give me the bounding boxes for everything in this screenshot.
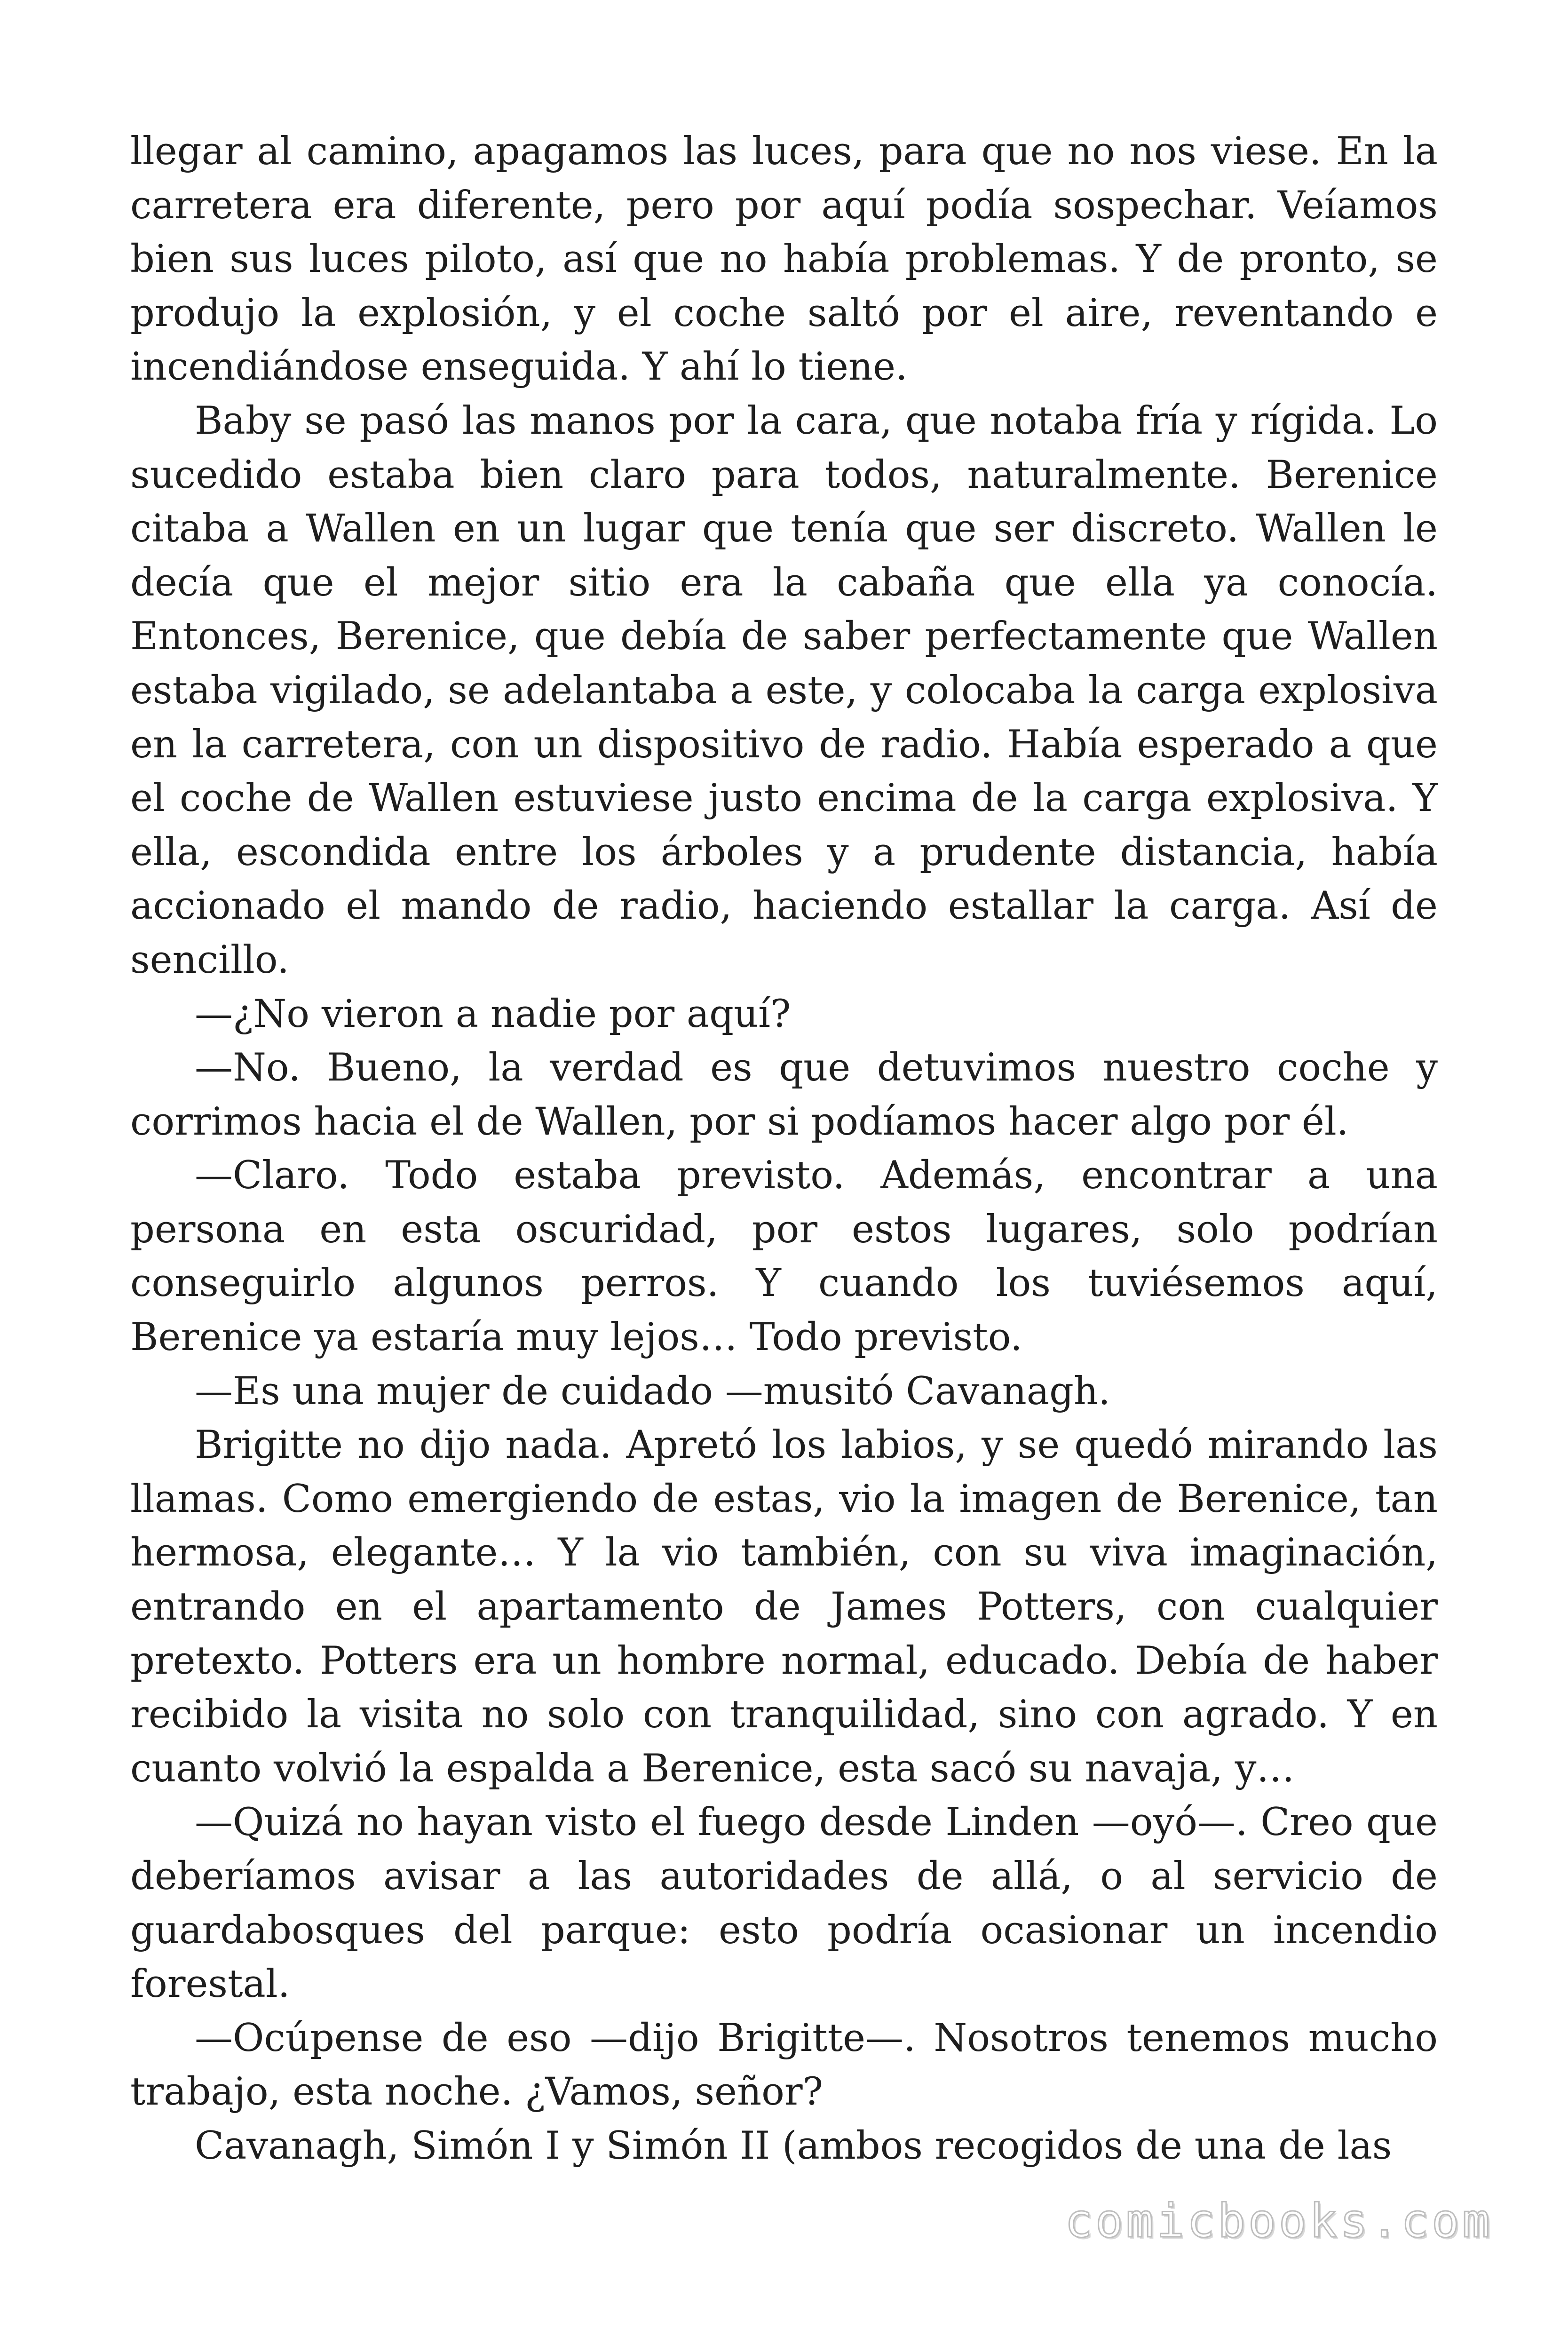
paragraph-2: Baby se pasó las manos por la cara, que notaba fría y rígida. Lo sucedido estaba bien claro para todos, naturalmente. Berenice citaba a Wallen en un lugar que tenía que ser discreto. Wallen le decía que el mejor sitio era la cabaña que ella ya conocía. Entonces, Berenice, que debía de saber perfectamente que Wallen estaba vigilado, se adelantaba a este, y colocaba la carga explosiva en la carretera, con un dispositivo de radio. Había esperado a que el coche de Wallen estuviese justo encima de la carga explosiva. Y ella, escondida entre los árboles y a prudente distancia, había accionado el mando de radio, haciendo estallar la carga. Así de sencillo.	[130, 398, 1438, 982]
page-body-text	[130, 125, 1438, 2173]
paragraph-7: Brigitte no dijo nada. Apretó los labios, y se quedó mirando las llamas. Como emergiendo de estas, vio la imagen de Berenice, tan hermosa, elegante… Y la vio también, con su viva imaginación, entrando en el apartamento de James Potters, con cualquier pretexto. Potters era un hombre normal, educado. Debía de haber recibido la visita no solo con tranquilidad, sino con agrado. Y en cuanto volvió la espalda a Berenice, esta sacó su navaja, y…	[130, 1423, 1438, 1791]
paragraph-1: llegar al camino, apagamos las luces, para que no nos viese. En la carretera era diferente, pero por aquí podía sospechar. Veíamos bien sus luces piloto, así que no había problemas. Y de pronto, se produjo la explosión, y el coche saltó por el aire, reventando e incendiándose enseguida. Y ahí lo tiene.	[130, 129, 1438, 389]
paragraph-6: —Es una mujer de cuidado —musitó Cavanagh.	[195, 1369, 1110, 1414]
paragraph-4: —No. Bueno, la verdad es que detuvimos nuestro coche y corrimos hacia el de Wallen, por si podíamos hacer algo por él.	[130, 1046, 1438, 1144]
paragraph-10: Cavanagh, Simón I y Simón II (ambos recogidos de una de las	[195, 2123, 1392, 2168]
paragraph-9: —Ocúpense de eso —dijo Brigitte—. Nosotros tenemos mucho trabajo, esta noche. ¿Vamos, señor?	[130, 2016, 1438, 2114]
paragraph-3: —¿No vieron a nadie por aquí?	[195, 992, 791, 1036]
watermark: comicbooks.com	[1064, 2194, 1493, 2248]
paragraph-8: —Quizá no hayan visto el fuego desde Linden —oyó—. Creo que deberíamos avisar a las autoridades de allá, o al servicio de guardabosques del parque: esto podría ocasionar un incendio forestal.	[130, 1800, 1438, 2007]
paragraph-5: —Claro. Todo estaba previsto. Además, encontrar a una persona en esta oscuridad, por estos lugares, solo podrían conseguirlo algunos perros. Y cuando los tuviésemos aquí, Berenice ya estaría muy lejos… Todo previsto.	[130, 1153, 1438, 1360]
